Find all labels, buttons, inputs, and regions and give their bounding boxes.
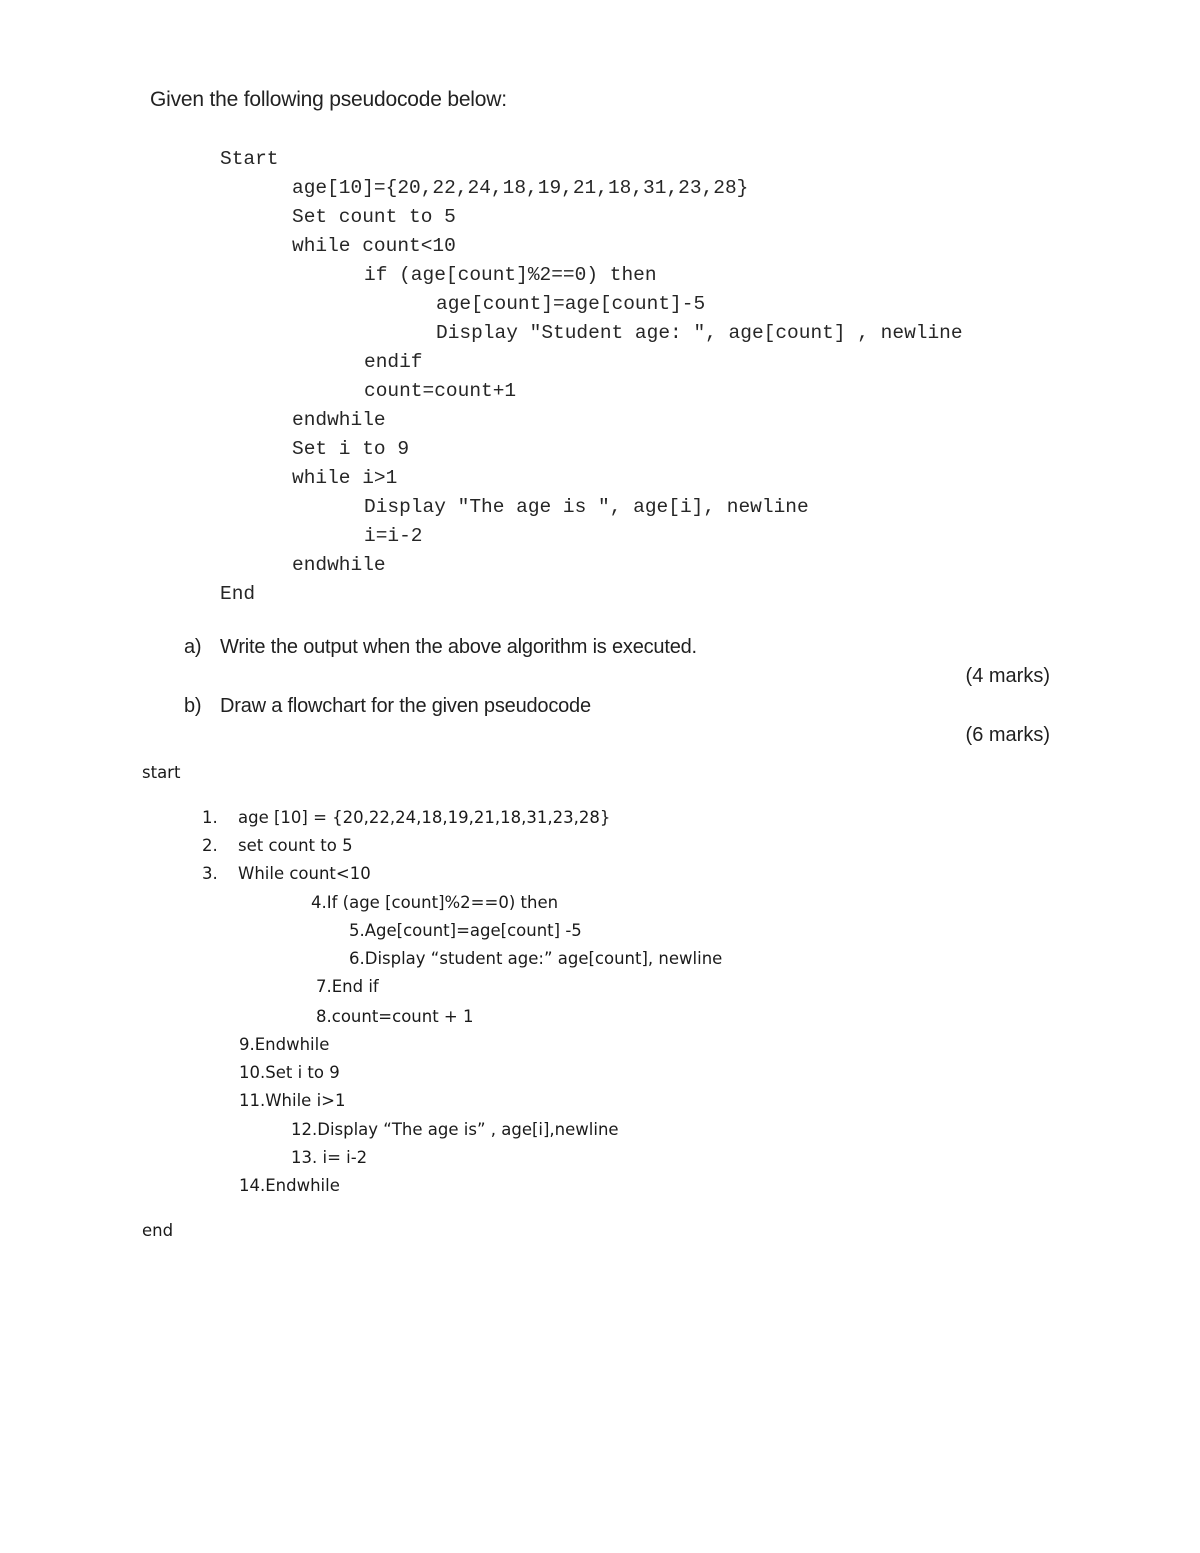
item-text: set count to 5 bbox=[238, 836, 353, 855]
part-letter: a) bbox=[184, 636, 202, 658]
item-text: age [10] = {20,22,24,18,19,21,18,31,23,28} bbox=[238, 808, 611, 827]
answer-line: 13. i= i-2 bbox=[291, 1148, 368, 1167]
part-text: Write the output when the above algorithm is executed. bbox=[220, 636, 697, 658]
item-number: 3. bbox=[202, 864, 218, 883]
code-line: Display "Student age: ", age[count] , newline bbox=[436, 322, 963, 344]
answer-start-label: start bbox=[142, 763, 181, 782]
code-line: age[10]={20,22,24,18,19,21,18,31,23,28} bbox=[292, 177, 749, 199]
answer-line: 11.While i>1 bbox=[239, 1091, 346, 1110]
code-line: endif bbox=[364, 351, 423, 373]
answer-line: 8.count=count + 1 bbox=[316, 1007, 474, 1026]
code-line: endwhile bbox=[292, 554, 386, 576]
code-line: age[count]=age[count]-5 bbox=[436, 293, 706, 315]
item-text: While count<10 bbox=[238, 864, 371, 883]
answer-line: 6.Display “student age:” age[count], newline bbox=[349, 949, 723, 968]
code-line: if (age[count]%2==0) then bbox=[364, 264, 657, 286]
answer-numbered-item bbox=[202, 835, 353, 857]
code-line: Start bbox=[220, 148, 279, 170]
answer-line: 14.Endwhile bbox=[239, 1176, 340, 1195]
marks-part-a: (4 marks) bbox=[965, 665, 1050, 687]
code-line: Display "The age is ", age[i], newline bbox=[364, 496, 809, 518]
code-line: endwhile bbox=[292, 409, 386, 431]
answer-line: 7.End if bbox=[316, 977, 379, 996]
marks-part-b: (6 marks) bbox=[965, 724, 1050, 746]
code-line: count=count+1 bbox=[364, 380, 517, 402]
answer-line: 9.Endwhile bbox=[239, 1035, 330, 1054]
item-number: 1. bbox=[202, 808, 218, 827]
question-title: Given the following pseudocode below: bbox=[150, 88, 507, 111]
question-part-b bbox=[184, 695, 591, 718]
answer-line: 5.Age[count]=age[count] -5 bbox=[349, 921, 582, 940]
answer-line: 10.Set i to 9 bbox=[239, 1063, 340, 1082]
answer-line: 4.If (age [count]%2==0) then bbox=[311, 893, 559, 912]
code-line: Set i to 9 bbox=[292, 438, 410, 460]
question-part-a bbox=[184, 636, 697, 659]
code-line: End bbox=[220, 583, 256, 605]
part-text: Draw a flowchart for the given pseudocode bbox=[220, 695, 591, 717]
answer-numbered-item bbox=[202, 863, 371, 885]
part-letter: b) bbox=[184, 695, 202, 717]
answer-end-label: end bbox=[142, 1221, 174, 1240]
code-line: while i>1 bbox=[292, 467, 398, 489]
code-line: while count<10 bbox=[292, 235, 456, 257]
code-line: Set count to 5 bbox=[292, 206, 456, 228]
answer-numbered-item bbox=[202, 807, 610, 829]
answer-line: 12.Display “The age is” , age[i],newline bbox=[291, 1120, 619, 1139]
code-line: i=i-2 bbox=[364, 525, 423, 547]
item-number: 2. bbox=[202, 836, 218, 855]
